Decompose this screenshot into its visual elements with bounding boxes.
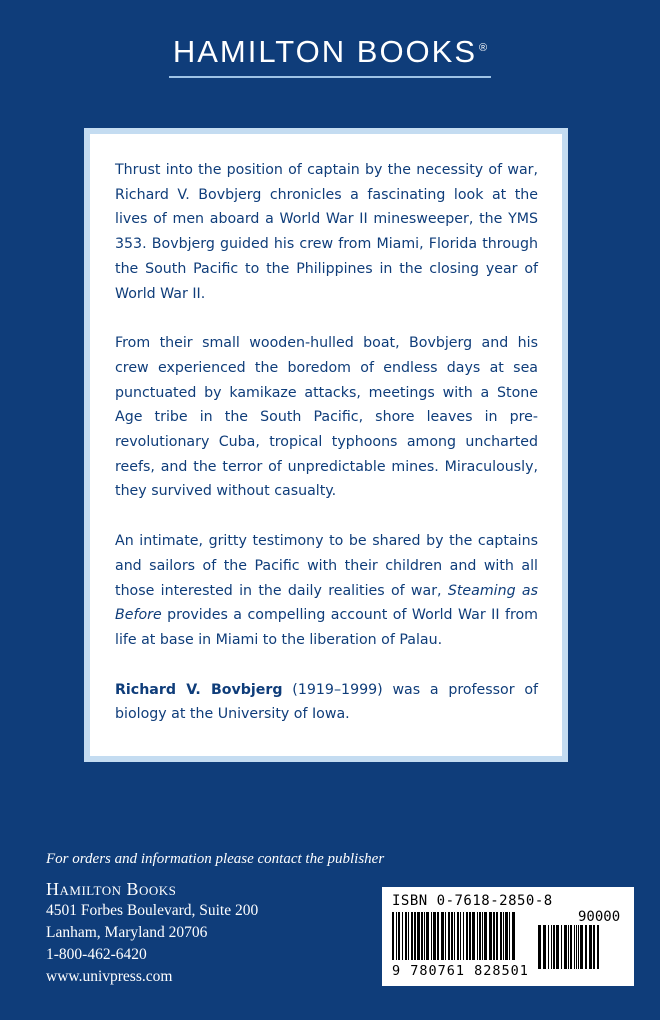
barcode-bar — [448, 912, 450, 960]
barcode-bar — [445, 912, 446, 960]
author-name: Richard V. Bovbjerg — [115, 681, 283, 698]
price-code: 90000 — [578, 909, 621, 925]
barcode-bar — [551, 925, 552, 969]
barcode-bar — [441, 912, 444, 960]
barcode-bar — [472, 912, 475, 960]
author-bio — [115, 678, 538, 727]
book-title: Steaming as Before — [115, 582, 538, 624]
barcode-bar — [509, 912, 510, 960]
barcode-box — [382, 887, 634, 986]
barcode-bar — [396, 912, 397, 960]
header — [0, 34, 660, 78]
barcode-bar — [578, 925, 579, 969]
barcode-bar — [512, 912, 515, 960]
barcode-bar — [454, 912, 455, 960]
barcode-bar — [576, 925, 577, 969]
barcode-bar — [431, 912, 432, 960]
barcode-bar — [538, 925, 541, 969]
barcode-bar — [437, 912, 439, 960]
publisher-logo — [169, 34, 491, 78]
barcode-bar — [553, 925, 555, 969]
barcode-bar — [460, 912, 461, 960]
barcode-bar — [417, 912, 420, 960]
description-paragraph-2: From their small wooden-hulled boat, Bovbjerg and his crew experienced the boredom of endless days at sea punctuated by kamikaze attacks, meetings with a Stone Age tribe in the South Pacific, shore leaves in pre-revolutionary Cuba, tropical typhoons among uncharted reefs, and the terror of unpredictable mines. Miraculously, they survived without casualty. — [115, 335, 538, 500]
barcode-bar — [477, 912, 478, 960]
barcode-bar — [493, 912, 495, 960]
phone-number: 1-800-462-6420 — [46, 946, 147, 963]
barcode-bar — [411, 912, 413, 960]
addon-barcode — [538, 925, 601, 969]
barcode-bar — [482, 912, 483, 960]
barcode-bar — [392, 912, 394, 960]
barcode-bar — [548, 925, 549, 969]
barcode-bar — [543, 925, 546, 969]
p3-text-after: provides a compelling account of World War II from life at base in Miami to the liberation of Palau. — [115, 607, 538, 648]
barcode-bar — [398, 912, 400, 960]
publisher-name: Hamilton Books — [46, 879, 177, 899]
registered-mark: ® — [479, 41, 488, 54]
address-line-1: 4501 Forbes Boulevard, Suite 200 — [46, 902, 259, 919]
barcode-bar — [580, 925, 583, 969]
barcode-bar — [556, 925, 559, 969]
barcode-bar — [564, 925, 567, 969]
description-panel-inner — [90, 134, 562, 756]
isbn-label: ISBN 0-7618-2850-8 — [392, 893, 553, 909]
barcode-bar — [574, 925, 575, 969]
ean-number: 9 780761 828501 — [392, 963, 529, 979]
publisher-contact — [46, 878, 258, 988]
barcode-bar — [479, 912, 481, 960]
barcode-bar — [489, 912, 492, 960]
barcode-bar — [561, 925, 562, 969]
barcode-bar — [570, 925, 572, 969]
ean-barcode — [392, 912, 517, 960]
barcode-bar — [466, 912, 468, 960]
barcode-bar — [457, 912, 459, 960]
barcode-bar — [463, 912, 464, 960]
barcode-bar — [433, 912, 436, 960]
barcode-bar — [451, 912, 453, 960]
barcode-bar — [414, 912, 416, 960]
barcode-bar — [585, 925, 587, 969]
description-paragraph-1: Thrust into the position of captain by the necessity of war, Richard V. Bovbjerg chronicles a fascinating look at the lives of men aboard a World War II minesweeper, the YMS 353. Bovbjerg guided his crew from Miami, Florida through the South Pacific to the Philippines in the closing year of World War II. — [115, 162, 538, 302]
barcode-bar — [402, 912, 403, 960]
barcode-bar — [421, 912, 423, 960]
description-panel — [84, 128, 568, 762]
barcode-bar — [503, 912, 504, 960]
barcode-bar — [469, 912, 471, 960]
barcode-bar — [597, 925, 599, 969]
barcode-bar — [496, 912, 498, 960]
barcode-bar — [405, 912, 407, 960]
publisher-logo-text: HAMILTON BOOKS — [172, 34, 478, 69]
address-line-2: Lanham, Maryland 20706 — [46, 924, 208, 941]
description-paragraph-3 — [115, 529, 538, 653]
barcode-bar — [500, 912, 502, 960]
website: www.univpress.com — [46, 968, 173, 985]
author-bio-text: (1919–1999) was a professor of biology at the University of Iowa. — [115, 681, 538, 723]
p3-text-before: An intimate, gritty testimony to be shared by the captains and sailors of the Pacific with their children and with all those interested in the daily realities of war, — [115, 533, 538, 599]
barcode-bar — [424, 912, 425, 960]
barcode-bar — [484, 912, 487, 960]
barcode-bar — [408, 912, 409, 960]
orders-note: For orders and information please contact the publisher — [46, 851, 385, 867]
barcode-bar — [593, 925, 595, 969]
barcode-bar — [568, 925, 569, 969]
barcode-bar — [426, 912, 429, 960]
barcode-bar — [589, 925, 592, 969]
barcode-bar — [505, 912, 508, 960]
